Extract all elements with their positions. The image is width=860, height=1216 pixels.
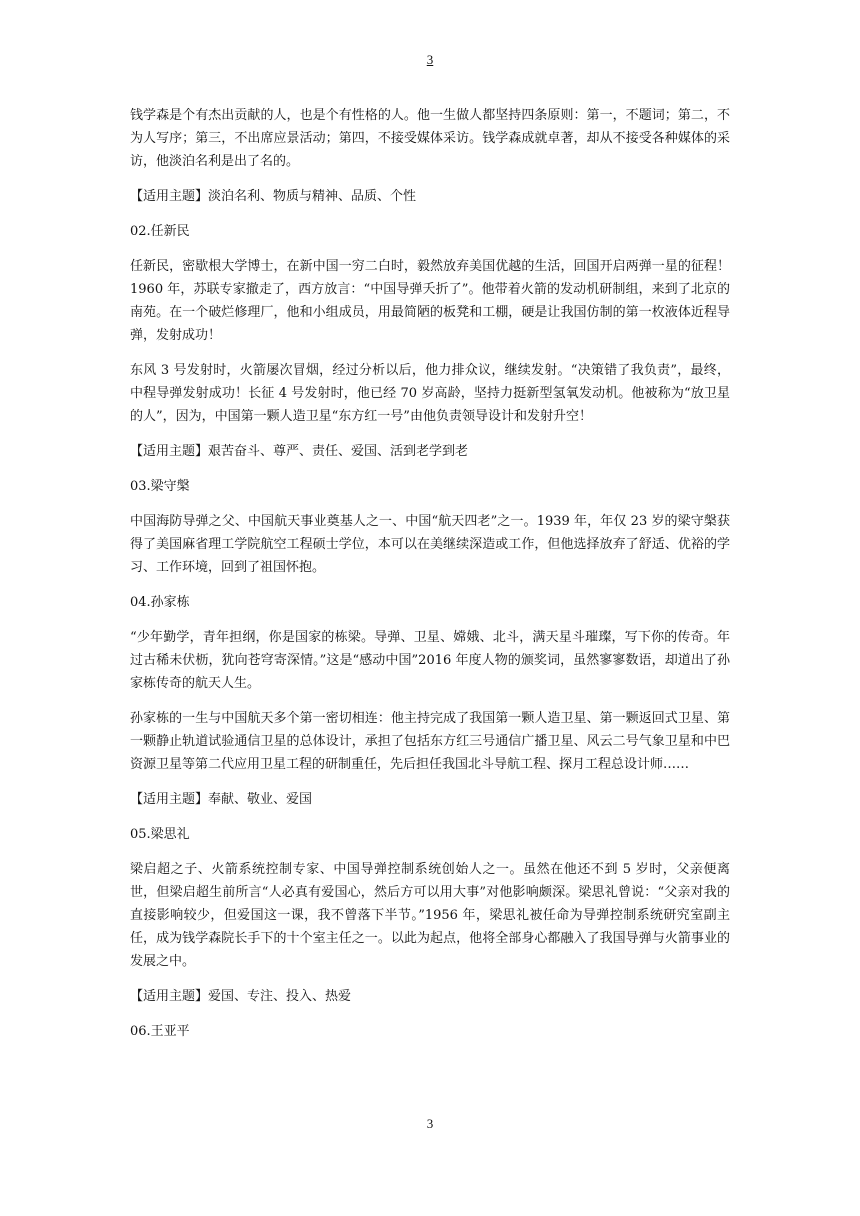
paragraph-ren-xinmin-1: 任新民，密歇根大学博士，在新中国一穷二白时，毅然放弃美国优越的生活，回国开启两弹一星的征程！1960 年，苏联专家撤走了，西方放言：“中国导弹夭折了”。他带着火箭的发动机研制组，来到了北京的南苑。在一个破烂修理厂，他和小组成员，用最简陋的板凳和工棚，硬是让我国仿制的第一枚液体近程导弹，发射成功！	[130, 259, 730, 343]
page-number-bottom: 3	[426, 1116, 434, 1131]
section-heading-02: 02.任新民	[130, 224, 190, 239]
paragraph-ren-xinmin-2: 东风 3 号发射时，火箭屡次冒烟，经过分析以后，他力排众议，继续发射。“决策错了我负责”，最终，中程导弹发射成功！长征 4 号发射时，他已经 70 岁高龄，坚持力挺新型氢氧发动机。他被称为“放卫星的人”，因为，中国第一颗人造卫星“东方红一号”由他负责领导设计和发射升空！	[130, 363, 730, 424]
paragraph-liang-sili: 梁启超之子、火箭系统控制专家、中国导弹控制系统创始人之一。虽然在他还不到 5 岁时，父亲便离世，但梁启超生前所言“人必真有爱国心，然后方可以用大事”对他影响颇深。梁思礼曾说：“父亲对我的直接影响较少，但爱国这一课，我不曾落下半节。”1956 年，梁思礼被任命为导弹控制系统研究室副主任，成为钱学森院长手下的十个室主任之一。以此为起点，他将全部身心都融入了我国导弹与火箭事业的发展之中。	[130, 862, 730, 969]
paragraph-sun-jiadong-1: “少年勤学，青年担纲，你是国家的栋梁。导弹、卫星、嫦娥、北斗，满天星斗璀璨，写下你的传奇。年过古稀未伏枥，犹向苍穹寄深情。”这是“感动中国”2016 年度人物的颁奖词，虽然寥寥数语，却道出了孙家栋传奇的航天人生。	[130, 630, 730, 691]
section-heading-06: 06.王亚平	[130, 1024, 190, 1039]
theme-label-4: 【适用主题】爱国、专注、投入、热爱	[130, 989, 352, 1004]
theme-label-1: 【适用主题】淡泊名利、物质与精神、品质、个性	[130, 189, 417, 204]
section-heading-05: 05.梁思礼	[130, 827, 190, 842]
paragraph-liang-shoupan: 中国海防导弹之父、中国航天事业奠基人之一、中国“航天四老”之一。1939 年，年仅 23 岁的梁守槃获得了美国麻省理工学院航空工程硕士学位，本可以在美继续深造或工作，但他选择放弃了舒适、优裕的学习、工作环境，回到了祖国怀抱。	[130, 514, 730, 575]
theme-label-3: 【适用主题】奉献、敬业、爱国	[130, 792, 313, 807]
section-heading-04: 04.孙家栋	[130, 595, 190, 610]
paragraph-qian-xuesen: 钱学森是个有杰出贡献的人，也是个有性格的人。他一生做人都坚持四条原则：第一，不题词；第二，不为人写序；第三，不出席应景活动；第四，不接受媒体采访。钱学森成就卓著，却从不接受各种媒体的采访，他淡泊名利是出了名的。	[130, 108, 730, 169]
theme-label-2: 【适用主题】艰苦奋斗、尊严、责任、爱国、活到老学到老	[130, 444, 469, 459]
paragraph-sun-jiadong-2: 孙家栋的一生与中国航天多个第一密切相连：他主持完成了我国第一颗人造卫星、第一颗返回式卫星、第一颗静止轨道试验通信卫星的总体设计，承担了包括东方红三号通信广播卫星、风云二号气象卫星和中巴资源卫星等第二代应用卫星工程的研制重任，先后担任我国北斗导航工程、探月工程总设计师……	[130, 711, 730, 772]
section-heading-03: 03.梁守槃	[130, 479, 190, 494]
page-number-top: 3	[426, 52, 434, 67]
document-body	[130, 104, 730, 1055]
